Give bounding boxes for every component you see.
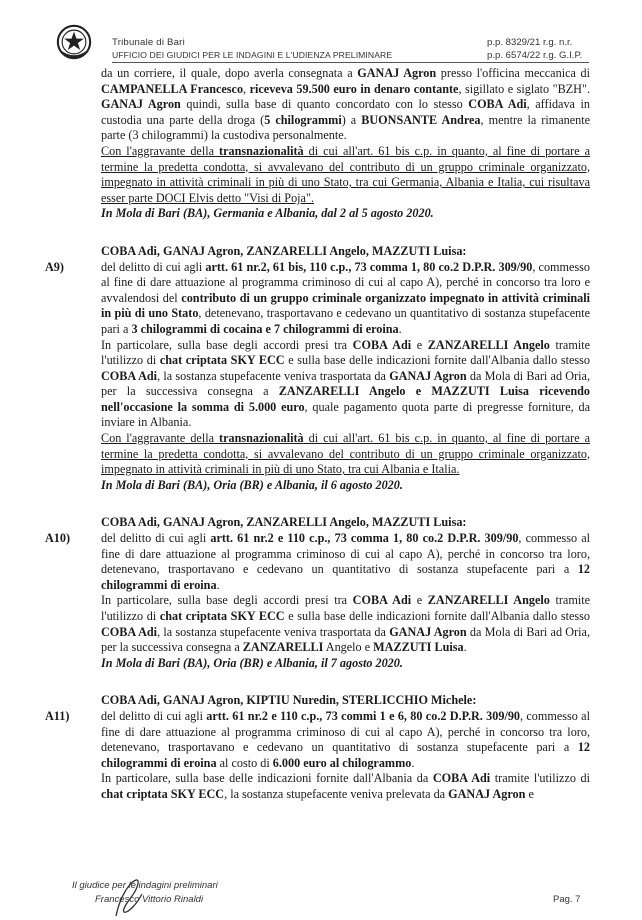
charge-paragraph: [0, 531, 642, 593]
paragraph: [0, 66, 642, 144]
bold-run: MAZZUTI Luisa: [373, 640, 464, 655]
text-run: da un corriere, il quale, dopo averla consegnata a: [101, 66, 358, 80]
charge-paragraph: [0, 260, 642, 338]
bold-run: GANAJ Agron: [389, 624, 467, 639]
text-run: .: [216, 577, 220, 592]
signature-icon: [108, 876, 148, 920]
judge-name: Francesco Vittorio Rinaldi: [95, 894, 204, 905]
text-run: Con l'aggravante della: [101, 431, 220, 446]
text-run: e: [411, 593, 428, 608]
case-number-gip: p.p. 6574/22 r.g. G.I.P.: [487, 50, 583, 61]
bold-run: BUONSANTE Andrea: [361, 112, 481, 127]
paragraph: [0, 593, 642, 655]
bold-run: artt. 61 nr.2 e 110 c.p., 73 commi 1 e 6, 80 co.2 D.P.R. 309/90: [206, 708, 521, 723]
text-run: al costo di: [216, 755, 273, 770]
case-number-nr: p.p. 8329/21 r.g. n.r.: [487, 37, 573, 48]
bold-run: artt. 61 nr.2 e 110 c.p., 73 comma 1, 80 co.2 D.P.R. 309/90: [210, 531, 519, 546]
text-run: , la sostanza stupefacente veniva prelevata da: [224, 786, 449, 801]
text-run: da Mola di Bari ad Oria, per la successiva consegna a: [101, 368, 590, 399]
bold-run: artt. 61 nr.2, 61 bis, 110 c.p., 73 comma 1, 80 co.2 D.P.R. 309/90: [205, 259, 533, 274]
text-run: , affidava in custodia una parte della droga (: [101, 97, 590, 127]
text-run: , quale pagamento quota parte di pregresse forniture, da inviare in Albania.: [101, 399, 590, 430]
charge-text: [101, 531, 590, 592]
text-run: di cui all'art. 61 bis c.p. in quanto, al fine di portare a termine la predetta condotta, si avvalevano del contributo di un gruppo criminale organizzato, impegnato in attività criminali in più di uno Stato, tra cui Germania, Albania e Italia, cui risultava esser parte DOCI Elvis detto "Visi di Poja".: [101, 143, 590, 205]
charge-label: A11): [45, 708, 70, 723]
charge-defendants: COBA Adi, GANAJ Agron, KIPTIU Nuredin, STERLICCHIO Michele:: [101, 693, 477, 708]
bold-run: 12 chilogrammi di eroina: [101, 740, 590, 770]
text-run: Con l'aggravante della: [101, 143, 220, 158]
judge-title: Il giudice per le indagini preliminari: [72, 880, 218, 891]
text-run: , la sostanza stupefacente veniva trasportata da: [157, 624, 390, 639]
text-run: tramite l'utilizzo di: [101, 337, 591, 368]
charge-text: [101, 709, 590, 770]
bold-run: GANAJ Agron: [357, 66, 437, 80]
text-run: di cui all'art. 61 bis c.p. in quanto, al fine di portare a termine la predetta condotta, si avvalevano del contributo di un gruppo criminale organizzato, impegnato in attività criminali in più di uno Stato, tra cui Albania e Italia.: [101, 431, 590, 477]
text-run: del delitto di cui agli: [101, 531, 211, 546]
page-header: [0, 0, 642, 70]
bold-run: COBA Adi: [432, 771, 491, 786]
charge-paragraph: [0, 709, 642, 771]
text-run: , commesso al fine di dare attuazione al programma criminoso di cui al capo A), perché in concorso tra loro, detenevano, trasportavano e cedevano un quantitativo di sostanza stupefacente pari a: [101, 708, 590, 755]
bold-run: ZANZARELLI: [242, 640, 324, 655]
text-run: , commesso al fine di dare attuazione al programma criminoso di cui al capo A), perché in concorso tra loro e avvalendosi del: [101, 259, 590, 305]
office-name: UFFICIO DEI GIUDICI PER LE INDAGINI E L'UDIENZA PRELIMINARE: [112, 50, 393, 60]
text-run: tramite l'utilizzo di: [101, 593, 591, 623]
charge-label: A10): [45, 531, 71, 546]
aggravating-clause: [0, 431, 642, 478]
text-run: presso l'officina meccanica di: [436, 66, 591, 80]
court-name: Tribunale di Bari: [112, 37, 185, 48]
bold-run: transnazionalità: [219, 143, 304, 158]
place-date: In Mola di Bari (BA), Germania e Albania, dal 2 al 5 agosto 2020.: [101, 206, 434, 221]
bold-run: 12 chilogrammi di eroina: [101, 562, 590, 592]
text-run: da Mola di Bari ad Oria, per la successiva consegna a: [101, 624, 590, 655]
charge-defendants: COBA Adi, GANAJ Agron, ZANZARELLI Angelo, MAZZUTI Luisa:: [101, 243, 467, 258]
text-run: , mentre la rimanente parte (: [101, 112, 591, 143]
bold-run: ZANZARELLI Angelo: [427, 337, 550, 352]
text-run: In particolare, sulla base degli accordi presi tra: [101, 337, 353, 352]
bold-run: COBA Adi: [468, 97, 527, 112]
bold-run: COBA Adi: [352, 337, 412, 352]
bold-run: chat criptata SKY ECC: [159, 353, 285, 368]
bold-run: 6.000 euro al chilogrammo: [272, 755, 412, 770]
bold-run: GANAJ Agron: [448, 786, 526, 801]
aggravating-clause: [0, 144, 642, 206]
bold-run: ZANZARELLI Angelo: [427, 593, 550, 608]
republic-emblem-icon: [55, 22, 93, 62]
text-run: .: [398, 321, 402, 336]
bold-run: GANAJ Agron: [389, 368, 467, 383]
bold-run: transnazionalità: [219, 431, 304, 446]
bold-run: contributo di un gruppo criminale organizzato impegnato in attività criminali in più di uno Stato: [101, 290, 590, 321]
bold-run: 3 chilogrammi di cocaina e 7 chilogrammi di eroina: [131, 321, 399, 336]
text-run: e: [525, 786, 534, 801]
place-date: In Mola di Bari (BA), Oria (BR) e Albania, il 6 agosto 2020.: [101, 477, 403, 492]
text-run: e sulla base delle indicazioni fornite dall'Albania dallo stesso: [284, 353, 590, 368]
bold-run: ZANZARELLI Angelo e MAZZUTI Luisa ricevendo nell'occasione la somma di 5.000 euro: [101, 384, 590, 414]
bold-run: chat criptata SKY ECC: [159, 609, 285, 623]
text-run: , detenevano, trasportavano e cedevano un quantitativo di sostanza stupefacente pari a: [101, 306, 590, 336]
bold-run: COBA Adi: [101, 624, 158, 639]
text-run: quindi, sulla base di quanto concordato con lo stesso: [180, 97, 469, 112]
paragraph: [0, 771, 642, 802]
bold-run: COBA Adi: [352, 593, 412, 608]
charge-label: A9): [45, 259, 64, 274]
text-run: , commesso al fine di dare attuazione al programma criminoso di cui al capo A), perché in concorso tra loro, detenevano, trasportavano e cedevano un quantitativo di sostanza stupefacente pari a: [101, 531, 590, 577]
text-run: 3 chilogrammi: [132, 128, 204, 143]
text-run: ) a: [341, 112, 362, 127]
text-run: del delitto di cui agli: [101, 708, 207, 723]
text-run: In particolare, sulla base delle indicazioni fornite dall'Albania da: [101, 771, 433, 786]
document-body: [0, 66, 642, 803]
charge-text: [101, 260, 590, 336]
text-run: ) la custodiva personalmente.: [203, 128, 347, 143]
text-run: , la sostanza stupefacente veniva trasportata da: [157, 368, 390, 383]
text-run: e: [411, 337, 428, 352]
bold-run: GANAJ Agron: [101, 97, 181, 112]
text-run: , sigillato e siglato "BZH".: [458, 81, 590, 96]
page-number: Pag. 7: [553, 894, 581, 905]
text-run: e sulla base delle indicazioni fornite dall'Albania dallo stesso: [284, 609, 590, 623]
place-date: In Mola di Bari (BA), Oria (BR) e Albania, il 7 agosto 2020.: [101, 655, 403, 670]
text-run: tramite l'utilizzo di: [490, 771, 590, 786]
page-footer: [0, 876, 642, 920]
text-run: del delitto di cui agli: [101, 259, 206, 274]
bold-run: riceveva 59.500 euro in denaro contante: [249, 81, 459, 96]
bold-run: chat criptata SKY ECC: [101, 786, 225, 801]
text-run: .: [463, 640, 467, 655]
bold-run: COBA Adi: [101, 368, 158, 383]
text-run: ,: [243, 81, 250, 96]
bold-run: 5 chilogrammi: [264, 112, 342, 127]
text-run: In particolare, sulla base degli accordi presi tra: [101, 593, 353, 608]
header-rule: [112, 62, 589, 63]
text-run: .: [411, 755, 415, 770]
text-run: Angelo e: [323, 640, 374, 655]
charge-defendants: COBA Adi, GANAJ Agron, ZANZARELLI Angelo, MAZZUTI Luisa:: [101, 515, 467, 530]
paragraph: [0, 338, 642, 432]
bold-run: CAMPANELLA Francesco: [101, 81, 244, 96]
